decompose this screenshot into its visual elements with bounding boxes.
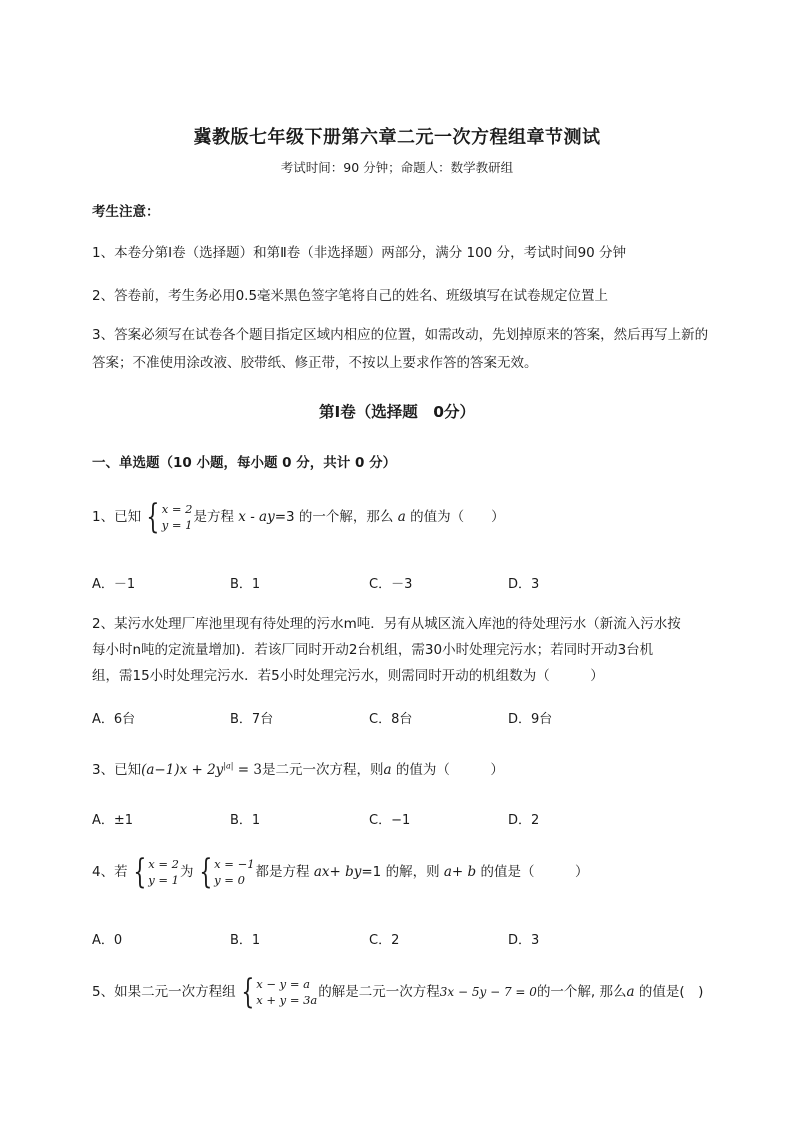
option-a[interactable]: A．－1 (92, 577, 136, 592)
equation-system: { x = −1 y = 0 (198, 852, 255, 892)
question-3-prefix: 3、已知 (92, 762, 142, 778)
question-4-text: 都是方程 (255, 864, 310, 880)
system-row: x − y = a (256, 977, 310, 991)
equation-system: { x = 2 y = 1 (146, 497, 193, 537)
equation-system: { x = 2 y = 1 (132, 852, 179, 892)
question-4-text: =1 的解，则 (361, 864, 440, 880)
notice-item-1: 1、本卷分第Ⅰ卷（选择题）和第Ⅱ卷（非选择题）两部分，满分 100 分，考试时间90 分钟 (92, 245, 627, 261)
question-1-text: 是方程 (193, 509, 234, 525)
question-2-line-1: 2、某污水处理厂库池里现有待处理的污水m吨．另有从城区流入库池的待处理污水（新流入污水按 (92, 616, 681, 632)
math-expression: = 3 (233, 762, 262, 778)
option-d[interactable]: D．3 (508, 577, 540, 592)
question-2-line-2: 每小时n吨的定流量增加)．若该厂同时开动2台机组，需30小时处理完污水；若同时开动3台机 (92, 642, 654, 658)
option-c[interactable]: C．−1 (369, 813, 411, 828)
part-heading: 一、单选题（10 小题，每小题 0 分，共计 0 分） (92, 455, 397, 471)
option-a[interactable]: A．6台 (92, 712, 136, 727)
exam-title: 冀教版七年级下册第六章二元一次方程组章节测试 (193, 127, 601, 148)
math-expression: (a−1)x + 2y (141, 762, 224, 778)
question-5 (92, 972, 704, 1012)
option-a[interactable]: A．±1 (92, 813, 134, 828)
system-row: y = 1 (148, 873, 179, 887)
question-5-text: 的值是( ) (638, 984, 704, 1000)
question-1-text: =3 的一个解，那么 (274, 509, 394, 525)
section-title: 第Ⅰ卷（选择题 0分） (318, 403, 476, 421)
question-5-prefix: 5、如果二元一次方程组 (92, 984, 236, 1000)
option-d[interactable]: D．2 (508, 813, 540, 828)
question-2-line-3: 组，需15小时处理完污水．若5小时处理完污水，则需同时开动的机组数为（ ） (92, 668, 604, 684)
system-row: y = 1 (161, 518, 193, 532)
question-5-text: 的一个解, 那么 (536, 984, 627, 1000)
question-1 (92, 497, 505, 537)
system-row: x = −1 (214, 857, 255, 871)
math-expression: a+ b (443, 864, 477, 880)
math-variable: a (626, 984, 635, 1000)
option-d[interactable]: D．3 (508, 933, 540, 948)
math-variable: a (397, 509, 406, 525)
option-c[interactable]: C．8台 (369, 712, 413, 727)
option-d[interactable]: D．9台 (508, 712, 553, 727)
system-row: y = 0 (214, 873, 245, 887)
exam-subtitle: 考试时间：90 分钟；命题人：数学教研组 (280, 160, 514, 175)
question-1-text: 的值为（ ） (410, 509, 505, 525)
notice-heading: 考生注意： (92, 204, 160, 220)
math-expression: 3x − 5y − 7 = 0 (439, 985, 537, 999)
math-variable: a (383, 762, 392, 778)
question-4-prefix: 4、若 (92, 864, 128, 880)
question-5-text: 的解是二元一次方程 (318, 984, 440, 1000)
math-exponent: |a| (223, 761, 234, 771)
option-a[interactable]: A．0 (92, 933, 123, 948)
notice-item-3: 3、答案必须写在试卷各个题目指定区域内相应的位置，如需改动，先划掉原来的答案，然后再写上新的答案；不准使用涂改液、胶带纸、修正带，不按以上要求作答的答案无效。 (92, 327, 709, 371)
math-expression: ax+ by (313, 864, 362, 880)
question-3 (92, 758, 504, 778)
question-1-prefix: 1、已知 (92, 509, 142, 525)
question-3-text: 的值为（ ） (395, 762, 504, 778)
option-b[interactable]: B．1 (230, 577, 261, 592)
system-row: x = 2 (161, 502, 193, 516)
option-b[interactable]: B．1 (230, 933, 261, 948)
notice-item-2: 2、答卷前，考生务必用0.5毫米黑色签字笔将自己的姓名、班级填写在试卷规定位置上 (92, 288, 609, 304)
option-c[interactable]: C．－3 (369, 577, 413, 592)
question-4 (92, 852, 589, 892)
question-4-text: 为 (180, 864, 194, 880)
system-row: x = 2 (148, 857, 179, 871)
system-row: x + y = 3a (256, 993, 318, 1007)
option-b[interactable]: B．1 (230, 813, 261, 828)
option-c[interactable]: C．2 (369, 933, 400, 948)
option-b[interactable]: B．7台 (230, 712, 274, 727)
question-3-text: 是二元一次方程，则 (261, 762, 384, 778)
equation-system: { x − y = a x + y = 3a (240, 972, 318, 1012)
question-4-text: 的值是（ ） (480, 864, 589, 880)
math-expression: x - ay (238, 509, 275, 525)
